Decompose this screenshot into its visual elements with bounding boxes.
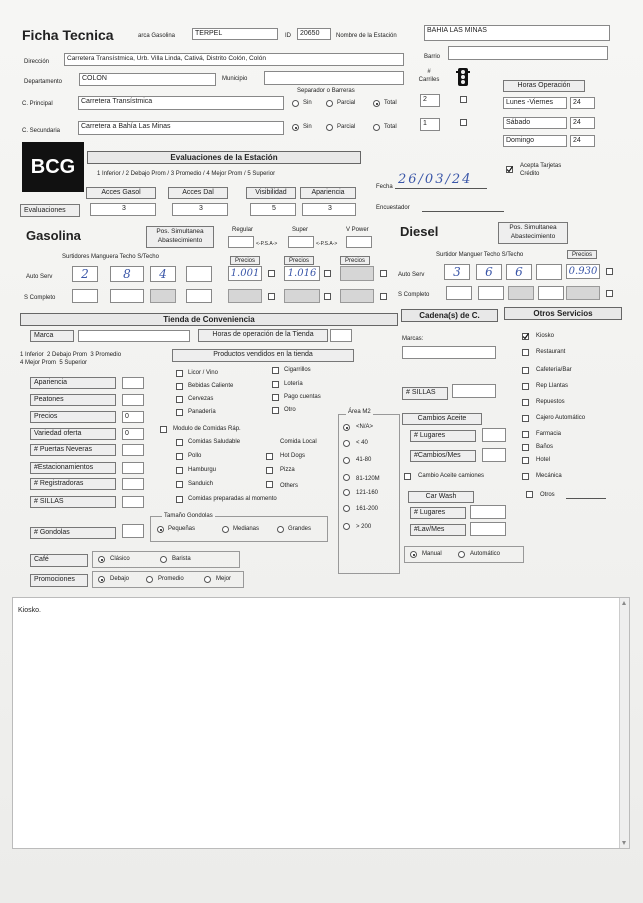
gasolina-title: Gasolina bbox=[26, 228, 81, 243]
tienda-rating-apariencia[interactable]: Apariencia bbox=[30, 377, 116, 389]
super-field[interactable] bbox=[288, 236, 314, 248]
cambio-camiones-label: Cambio Aceite camiones bbox=[418, 473, 485, 479]
promociones-button[interactable]: Promociones bbox=[30, 574, 88, 587]
lav-mes-button[interactable]: #Lav/Mes bbox=[410, 524, 466, 536]
promo-mejor-radio[interactable] bbox=[204, 576, 211, 583]
diesel-sc-manguer[interactable] bbox=[478, 286, 504, 300]
tamano-grandes-label: Grandes bbox=[288, 526, 312, 532]
c-principal-field[interactable]: Carretera Transístmica bbox=[78, 96, 284, 110]
area-lt40-label: < 40 bbox=[356, 440, 368, 446]
c-secundaria-field[interactable]: Carretera a Bahía Las Minas bbox=[78, 121, 284, 135]
horas-operacion-button[interactable]: Horas Operación bbox=[503, 80, 585, 92]
area-lt40-radio[interactable] bbox=[343, 440, 350, 447]
eval-value-apariencia[interactable]: 3 bbox=[302, 203, 356, 216]
scroll-down-icon[interactable] bbox=[622, 841, 626, 845]
evaluaciones-button-label: Evaluaciones bbox=[24, 207, 66, 214]
vpower-label: V Power bbox=[346, 227, 369, 233]
domingo-label: Domingo bbox=[503, 135, 567, 147]
diesel-sc-stecho[interactable] bbox=[538, 286, 564, 300]
eval-value-visibilidad[interactable]: 5 bbox=[250, 203, 296, 216]
scroll-up-icon[interactable] bbox=[622, 601, 626, 605]
prod-cervezas-checkbox[interactable] bbox=[176, 396, 183, 403]
cafe-clasico-label: Clásico bbox=[110, 556, 130, 562]
otros-kiosko-checkbox[interactable] bbox=[522, 333, 529, 340]
diesel-s-completo-label: S Completo bbox=[398, 292, 430, 298]
tienda-rating-sillas-value[interactable] bbox=[122, 496, 144, 508]
marca-field[interactable]: TERPEL bbox=[192, 28, 278, 40]
tienda-rating-precios-value[interactable]: 0 bbox=[122, 411, 144, 423]
prod-pago-label: Pago cuentas bbox=[284, 394, 321, 400]
area-81-120-label: 81-120M bbox=[356, 476, 380, 482]
diesel-auto-manguer[interactable]: 6 bbox=[476, 264, 502, 280]
cambios-lugares-field[interactable] bbox=[482, 428, 506, 442]
gas-sc-regular-checkbox[interactable] bbox=[268, 293, 275, 300]
encuestador-label: Encuestador bbox=[376, 205, 410, 211]
promo-debajo-label: Debajo bbox=[110, 576, 130, 582]
comida-hamburgu-checkbox[interactable] bbox=[176, 467, 183, 474]
cambios-mes-field[interactable] bbox=[482, 448, 506, 462]
principal-sin-radio[interactable] bbox=[292, 100, 299, 107]
barrio-field[interactable] bbox=[448, 46, 608, 60]
tienda-marca-button[interactable]: Marca bbox=[30, 330, 74, 342]
otros-hotel-label: Hotel bbox=[536, 457, 551, 463]
c-secundaria-label: C. Secundaria bbox=[22, 128, 61, 134]
otros-restaurant-checkbox[interactable] bbox=[522, 349, 529, 356]
acepta-tarjetas-checkbox[interactable] bbox=[506, 166, 513, 173]
id-label: ID bbox=[285, 33, 291, 39]
diesel-auto-techo[interactable]: 6 bbox=[506, 264, 532, 280]
eval-value-acces-gasol[interactable]: 3 bbox=[90, 203, 156, 216]
prod-cigarrillos-label: Cigarrillos bbox=[284, 367, 311, 373]
prod-bebidas-label: Bebidas Caliente bbox=[188, 383, 234, 389]
nombre-label: Nombre de la Estación bbox=[336, 33, 397, 39]
cafe-barista-label: Barista bbox=[172, 556, 191, 562]
vpower-field[interactable] bbox=[346, 236, 372, 248]
area-41-80-label: 41-80 bbox=[356, 457, 372, 463]
principal-sin-label: Sin bbox=[303, 100, 312, 106]
super-label: Super bbox=[292, 227, 309, 233]
tienda-rating-peatones-value[interactable] bbox=[122, 394, 144, 406]
prod-loteria-checkbox[interactable] bbox=[272, 381, 279, 388]
carwash-manual-radio[interactable] bbox=[410, 551, 417, 558]
eval-item-visibilidad[interactable]: Visibilidad bbox=[246, 187, 296, 199]
fecha-label: Fecha bbox=[376, 184, 393, 190]
tienda-rating-sillas[interactable]: # SILLAS bbox=[30, 496, 116, 508]
tienda-rating-puertas-value[interactable] bbox=[122, 444, 144, 456]
gas-super-checkbox[interactable] bbox=[324, 270, 331, 277]
comida-local-label: Comida Local bbox=[280, 439, 317, 445]
gas-precios-label-3: Precios bbox=[340, 256, 370, 265]
tamano-pequenas-radio[interactable] bbox=[157, 526, 164, 533]
gas-sc-super-checkbox[interactable] bbox=[324, 293, 331, 300]
c-principal-label: C. Principal bbox=[22, 101, 53, 107]
fecha-value[interactable]: 26/03/24 bbox=[398, 172, 473, 187]
diesel-sc-techo[interactable] bbox=[508, 286, 534, 300]
secundaria-parcial-radio[interactable] bbox=[326, 124, 333, 131]
domingo-field[interactable]: 24 bbox=[570, 135, 595, 147]
acepta-tarjetas-label: Acepta Tarjetas Crédito bbox=[520, 163, 562, 177]
modulo-comidas-checkbox[interactable] bbox=[160, 426, 167, 433]
carwash-lugares-field[interactable] bbox=[470, 505, 506, 519]
tamano-medianas-radio[interactable] bbox=[222, 526, 229, 533]
tienda-rating-estacionamientos[interactable]: #Estacionamientos bbox=[30, 462, 116, 474]
comida-others-checkbox[interactable] bbox=[266, 481, 273, 488]
lunes-label: Lunes -Viernes bbox=[503, 97, 567, 109]
otros-llantas-checkbox[interactable] bbox=[522, 383, 529, 390]
carriles-principal-field[interactable]: 2 bbox=[420, 94, 440, 107]
cafe-barista-radio[interactable] bbox=[160, 556, 167, 563]
tienda-marca-field[interactable] bbox=[78, 330, 190, 342]
direccion-field[interactable]: Carretera Transístmica, Urb. Villa Linda, Cativá, Distrito Colón, Colón bbox=[64, 53, 404, 66]
otros-farmacia-checkbox[interactable] bbox=[522, 431, 529, 438]
fecha-underline bbox=[395, 188, 487, 189]
prod-cervezas-label: Cervezas bbox=[188, 396, 214, 402]
area-na-radio[interactable] bbox=[343, 424, 350, 431]
area-na-label: <N/A> bbox=[356, 424, 374, 430]
gas-s-completo-label: S Completo bbox=[24, 295, 56, 301]
gas-sc-vpower-checkbox[interactable] bbox=[380, 293, 387, 300]
notes-scrollbar[interactable] bbox=[619, 598, 629, 848]
otros-hotel-checkbox[interactable] bbox=[522, 457, 529, 464]
tamano-title: Tamaño Gondolas bbox=[164, 513, 213, 519]
area-81-120-radio[interactable] bbox=[343, 474, 350, 481]
eval-item-acces-dal[interactable]: Acces Dal bbox=[168, 187, 228, 199]
otros-farmacia-label: Farmacia bbox=[536, 431, 562, 437]
departamento-label: Departamento bbox=[24, 79, 63, 85]
cambios-lugares-button[interactable]: # Lugares bbox=[410, 430, 476, 442]
otros-cafeteria-label: Cafetería/Bar bbox=[536, 367, 572, 373]
gas-sc-precio-vpower[interactable] bbox=[340, 289, 374, 303]
eval-item-apariencia[interactable]: Apariencia bbox=[300, 187, 356, 199]
bcg-logo: BCG bbox=[22, 142, 84, 192]
departamento-field[interactable]: COLON bbox=[79, 73, 216, 86]
psa-label-1: <-P.S.A-> bbox=[256, 241, 278, 247]
tamano-pequenas-label: Pequeñas bbox=[168, 526, 196, 532]
area-161-200-radio[interactable] bbox=[343, 505, 350, 512]
area-121-160-label: 121-160 bbox=[356, 490, 379, 496]
comida-hotdogs-label: Hot Dogs bbox=[280, 453, 306, 459]
gas-auto-manguera[interactable]: 8 bbox=[110, 266, 144, 282]
area-161-200-label: 161-200 bbox=[356, 506, 379, 512]
comida-pizza-checkbox[interactable] bbox=[266, 467, 273, 474]
eval-item-acces-gasol[interactable]: Acces Gasol bbox=[86, 187, 156, 199]
prod-licor-checkbox[interactable] bbox=[176, 370, 183, 377]
lav-mes-field[interactable] bbox=[470, 522, 506, 536]
comida-hotdogs-checkbox[interactable] bbox=[266, 453, 273, 460]
gas-sc-precio-super[interactable] bbox=[284, 289, 320, 303]
diesel-auto-stecho[interactable] bbox=[536, 264, 562, 280]
productos-button[interactable]: Productos vendidos en la tienda bbox=[172, 349, 354, 362]
gas-sc-surtidores[interactable] bbox=[72, 289, 98, 303]
otros-cajero-label: Cajero Automático bbox=[536, 415, 586, 421]
gas-vpower-checkbox[interactable] bbox=[380, 270, 387, 277]
prod-panaderia-checkbox[interactable] bbox=[176, 409, 183, 416]
principal-parcial-radio[interactable] bbox=[326, 100, 333, 107]
area-121-160-radio[interactable] bbox=[343, 489, 350, 496]
diesel-cols-label: Surtidor Manguer Techo S/Techo bbox=[436, 252, 524, 258]
prod-bebidas-checkbox[interactable] bbox=[176, 383, 183, 390]
tamano-medianas-label: Medianas bbox=[233, 526, 260, 532]
diesel-sc-surtidor[interactable] bbox=[446, 286, 472, 300]
otros-banos-checkbox[interactable] bbox=[522, 444, 529, 451]
carriles-secundaria-field[interactable]: 1 bbox=[420, 118, 440, 131]
cafe-button[interactable]: Café bbox=[30, 554, 88, 567]
promo-promedio-radio[interactable] bbox=[146, 576, 153, 583]
diesel-precio-checkbox[interactable] bbox=[606, 268, 613, 275]
area-gt200-radio[interactable] bbox=[343, 523, 350, 530]
evaluaciones-title: Evaluaciones de la Estación bbox=[87, 151, 361, 164]
comida-pollo-label: Pollo bbox=[188, 453, 202, 459]
gas-sc-stecho[interactable] bbox=[186, 289, 212, 303]
diesel-auto-serv-label: Auto Serv bbox=[398, 272, 425, 278]
tienda-rating-puertas[interactable]: # Puertas Neveras bbox=[30, 444, 116, 456]
prod-cigarrillos-checkbox[interactable] bbox=[272, 367, 279, 374]
tamano-grandes-radio[interactable] bbox=[277, 526, 284, 533]
area-41-80-radio[interactable] bbox=[343, 457, 350, 464]
gas-auto-stecho[interactable] bbox=[186, 266, 212, 282]
sabado-label: Sábado bbox=[503, 117, 567, 129]
marca-label: arca Gasolina bbox=[138, 33, 176, 39]
principal-parcial-label: Parcial bbox=[337, 100, 356, 106]
otros-otros-label: Otros bbox=[540, 492, 555, 498]
car-wash-button[interactable]: Car Wash bbox=[408, 491, 474, 503]
cadena-sillas-field[interactable] bbox=[452, 384, 496, 398]
comida-sanduich-checkbox[interactable] bbox=[176, 481, 183, 488]
gas-sc-manguera[interactable] bbox=[110, 289, 144, 303]
principal-light-checkbox[interactable] bbox=[460, 96, 467, 103]
prod-loteria-label: Lotería bbox=[284, 381, 303, 387]
eval-value-acces-dal[interactable]: 3 bbox=[172, 203, 228, 216]
tienda-rating-variedad-value[interactable]: 0 bbox=[122, 428, 144, 440]
otros-title: Otros Servicios bbox=[504, 307, 622, 320]
otros-cajero-checkbox[interactable] bbox=[522, 415, 529, 422]
cambio-camiones-checkbox[interactable] bbox=[404, 473, 411, 480]
cafe-clasico-radio[interactable] bbox=[98, 556, 105, 563]
direccion-label: Dirección bbox=[24, 59, 50, 65]
gas-sc-techo[interactable] bbox=[150, 289, 176, 303]
modulo-comidas-label: Modulo de Comidas Ráp. bbox=[173, 426, 241, 432]
municipio-label: Municipio bbox=[222, 76, 248, 82]
notes-area[interactable] bbox=[12, 597, 630, 849]
carwash-automatico-radio[interactable] bbox=[458, 551, 465, 558]
sabado-field[interactable]: 24 bbox=[570, 117, 595, 129]
horas-tienda-field[interactable] bbox=[330, 329, 352, 342]
gas-pos-simultanea-button[interactable]: Pos. Simultanea Abastecimiento bbox=[146, 226, 214, 248]
cadena-sillas-button[interactable]: # SILLAS bbox=[402, 387, 448, 400]
diesel-title: Diesel bbox=[400, 224, 439, 239]
secundaria-total-radio[interactable] bbox=[373, 124, 380, 131]
comida-preparadas-label: Comidas preparadas al momento bbox=[188, 496, 277, 502]
encuestador-underline bbox=[422, 211, 504, 212]
gondolas-field[interactable] bbox=[122, 524, 144, 538]
diesel-sc-precio[interactable] bbox=[566, 286, 600, 300]
prod-panaderia-label: Panadería bbox=[188, 409, 216, 415]
otros-kiosko-label: Kiosko bbox=[536, 333, 555, 339]
tienda-scale: 1 Inferior 2 Debajo Prom 3 Promedio 4 Mejor Prom 5 Superior bbox=[20, 352, 122, 366]
principal-total-radio[interactable] bbox=[373, 100, 380, 107]
diesel-precios-label: Precios bbox=[567, 250, 597, 259]
gondolas-button[interactable]: # Gondolas bbox=[30, 527, 116, 539]
tienda-rating-precios[interactable]: Precios bbox=[30, 411, 116, 423]
otros-mecanica-checkbox[interactable] bbox=[522, 473, 529, 480]
comida-others-label: Others bbox=[280, 483, 299, 489]
lunes-field[interactable]: 24 bbox=[570, 97, 595, 109]
carwash-lugares-button[interactable]: # Lugares bbox=[410, 507, 466, 519]
barrio-label: Barrio bbox=[424, 54, 441, 60]
otros-restaurant-label: Restaurant bbox=[536, 349, 566, 355]
tienda-rating-peatones[interactable]: Peatones bbox=[30, 394, 116, 406]
area-title: Área M2 bbox=[348, 409, 371, 415]
tienda-rating-registradoras[interactable]: # Registradoras bbox=[30, 478, 116, 490]
gas-precios-label-2: Precios bbox=[284, 256, 314, 265]
carwash-automatico-label: Automático bbox=[470, 551, 501, 557]
promo-debajo-radio[interactable] bbox=[98, 576, 105, 583]
tienda-rating-estacionamientos-value[interactable] bbox=[122, 462, 144, 474]
gas-cols-label: Surtidores Manguera Techo S/Techo bbox=[62, 254, 159, 260]
gas-precios-label-1: Precios bbox=[230, 256, 260, 265]
cadena-title: Cadena(s) de C. bbox=[401, 309, 498, 322]
area-gt200-label: > 200 bbox=[356, 524, 372, 530]
comida-saludable-checkbox[interactable] bbox=[176, 439, 183, 446]
diesel-precio[interactable]: 0.930 bbox=[566, 264, 600, 279]
horas-tienda-button[interactable]: Horas de operación de la Tienda bbox=[198, 329, 328, 342]
otros-llantas-label: Rep Llantas bbox=[536, 383, 569, 389]
secundaria-light-checkbox[interactable] bbox=[460, 119, 467, 126]
form-title: Ficha Tecnica bbox=[22, 27, 114, 43]
comida-hamburgu-label: Hamburgu bbox=[188, 467, 217, 473]
prod-licor-label: Licor / Vino bbox=[188, 370, 218, 376]
tienda-rating-apariencia-value[interactable] bbox=[122, 377, 144, 389]
comida-pizza-label: Pizza bbox=[280, 467, 295, 473]
diesel-sc-checkbox[interactable] bbox=[606, 290, 613, 297]
secundaria-total-label: Total bbox=[384, 124, 397, 130]
tienda-title: Tienda de Conveniencia bbox=[20, 313, 398, 326]
otros-mecanica-label: Mecánica bbox=[536, 473, 562, 479]
tienda-rating-registradoras-value[interactable] bbox=[122, 478, 144, 490]
gas-auto-techo[interactable]: 4 bbox=[150, 266, 176, 282]
gas-precio-vpower[interactable] bbox=[340, 266, 374, 281]
comida-saludable-label: Comidas Saludable bbox=[188, 439, 241, 445]
id-field[interactable]: 20650 bbox=[297, 28, 331, 40]
marcas-field[interactable] bbox=[402, 346, 496, 359]
comida-sanduich-label: Sanduich bbox=[188, 481, 214, 487]
otros-banos-label: Baños bbox=[536, 444, 554, 450]
cambios-aceite-button[interactable]: Cambios Aceite bbox=[402, 413, 482, 425]
regular-label: Regular bbox=[232, 227, 254, 233]
separador-label: Separador o Barreras bbox=[297, 88, 355, 94]
promo-mejor-label: Mejor bbox=[216, 576, 232, 582]
gas-precio-super[interactable]: 1.016 bbox=[284, 266, 320, 281]
secundaria-sin-label: Sin bbox=[303, 124, 312, 130]
gas-regular-checkbox[interactable] bbox=[268, 270, 275, 277]
carwash-manual-label: Manual bbox=[422, 551, 442, 557]
psa-label-2: <-P.S.A-> bbox=[316, 241, 338, 247]
diesel-pos-simultanea-button[interactable]: Pos. Simultanea Abastecimiento bbox=[498, 222, 568, 244]
otros-repuestos-label: Repuestos bbox=[536, 399, 565, 405]
marcas-label: Marcas: bbox=[402, 336, 424, 342]
gas-auto-serv-label: Auto Serv bbox=[26, 274, 53, 280]
nombre-field[interactable]: BAHIA LAS MINAS bbox=[424, 25, 610, 41]
carriles-label: # Carriles bbox=[418, 69, 440, 83]
prod-pago-checkbox[interactable] bbox=[272, 394, 279, 401]
gas-sc-precio-regular[interactable] bbox=[228, 289, 262, 303]
principal-total-label: Total bbox=[384, 100, 397, 106]
comida-pollo-checkbox[interactable] bbox=[176, 453, 183, 460]
secundaria-parcial-label: Parcial bbox=[337, 124, 356, 130]
otros-otros-underline bbox=[566, 498, 606, 499]
gas-auto-surtidores[interactable]: 2 bbox=[72, 266, 98, 282]
traffic-light-icon bbox=[456, 68, 470, 91]
evaluaciones-scale: 1 Inferior / 2 Debajo Prom / 3 Promedio / 4 Mejor Prom / 5 Superior bbox=[97, 171, 276, 177]
cambios-mes-button[interactable]: #Cambios/Mes bbox=[410, 450, 476, 462]
secundaria-sin-radio[interactable] bbox=[292, 124, 299, 131]
prod-otro-checkbox[interactable] bbox=[272, 407, 279, 414]
comida-preparadas-checkbox[interactable] bbox=[176, 496, 183, 503]
diesel-auto-surtidor[interactable]: 3 bbox=[444, 264, 470, 280]
otros-cafeteria-checkbox[interactable] bbox=[522, 367, 529, 374]
prod-otro-label: Otro bbox=[284, 407, 296, 413]
gas-precio-regular[interactable]: 1.001 bbox=[228, 266, 262, 281]
otros-otros-checkbox[interactable] bbox=[526, 491, 533, 498]
otros-repuestos-checkbox[interactable] bbox=[522, 399, 529, 406]
promo-promedio-label: Promedio bbox=[158, 576, 184, 582]
regular-field[interactable] bbox=[228, 236, 254, 248]
notes-text: Kiosko. bbox=[18, 607, 41, 614]
tienda-rating-variedad[interactable]: Variedad oferta bbox=[30, 428, 116, 440]
municipio-field[interactable] bbox=[264, 71, 404, 85]
